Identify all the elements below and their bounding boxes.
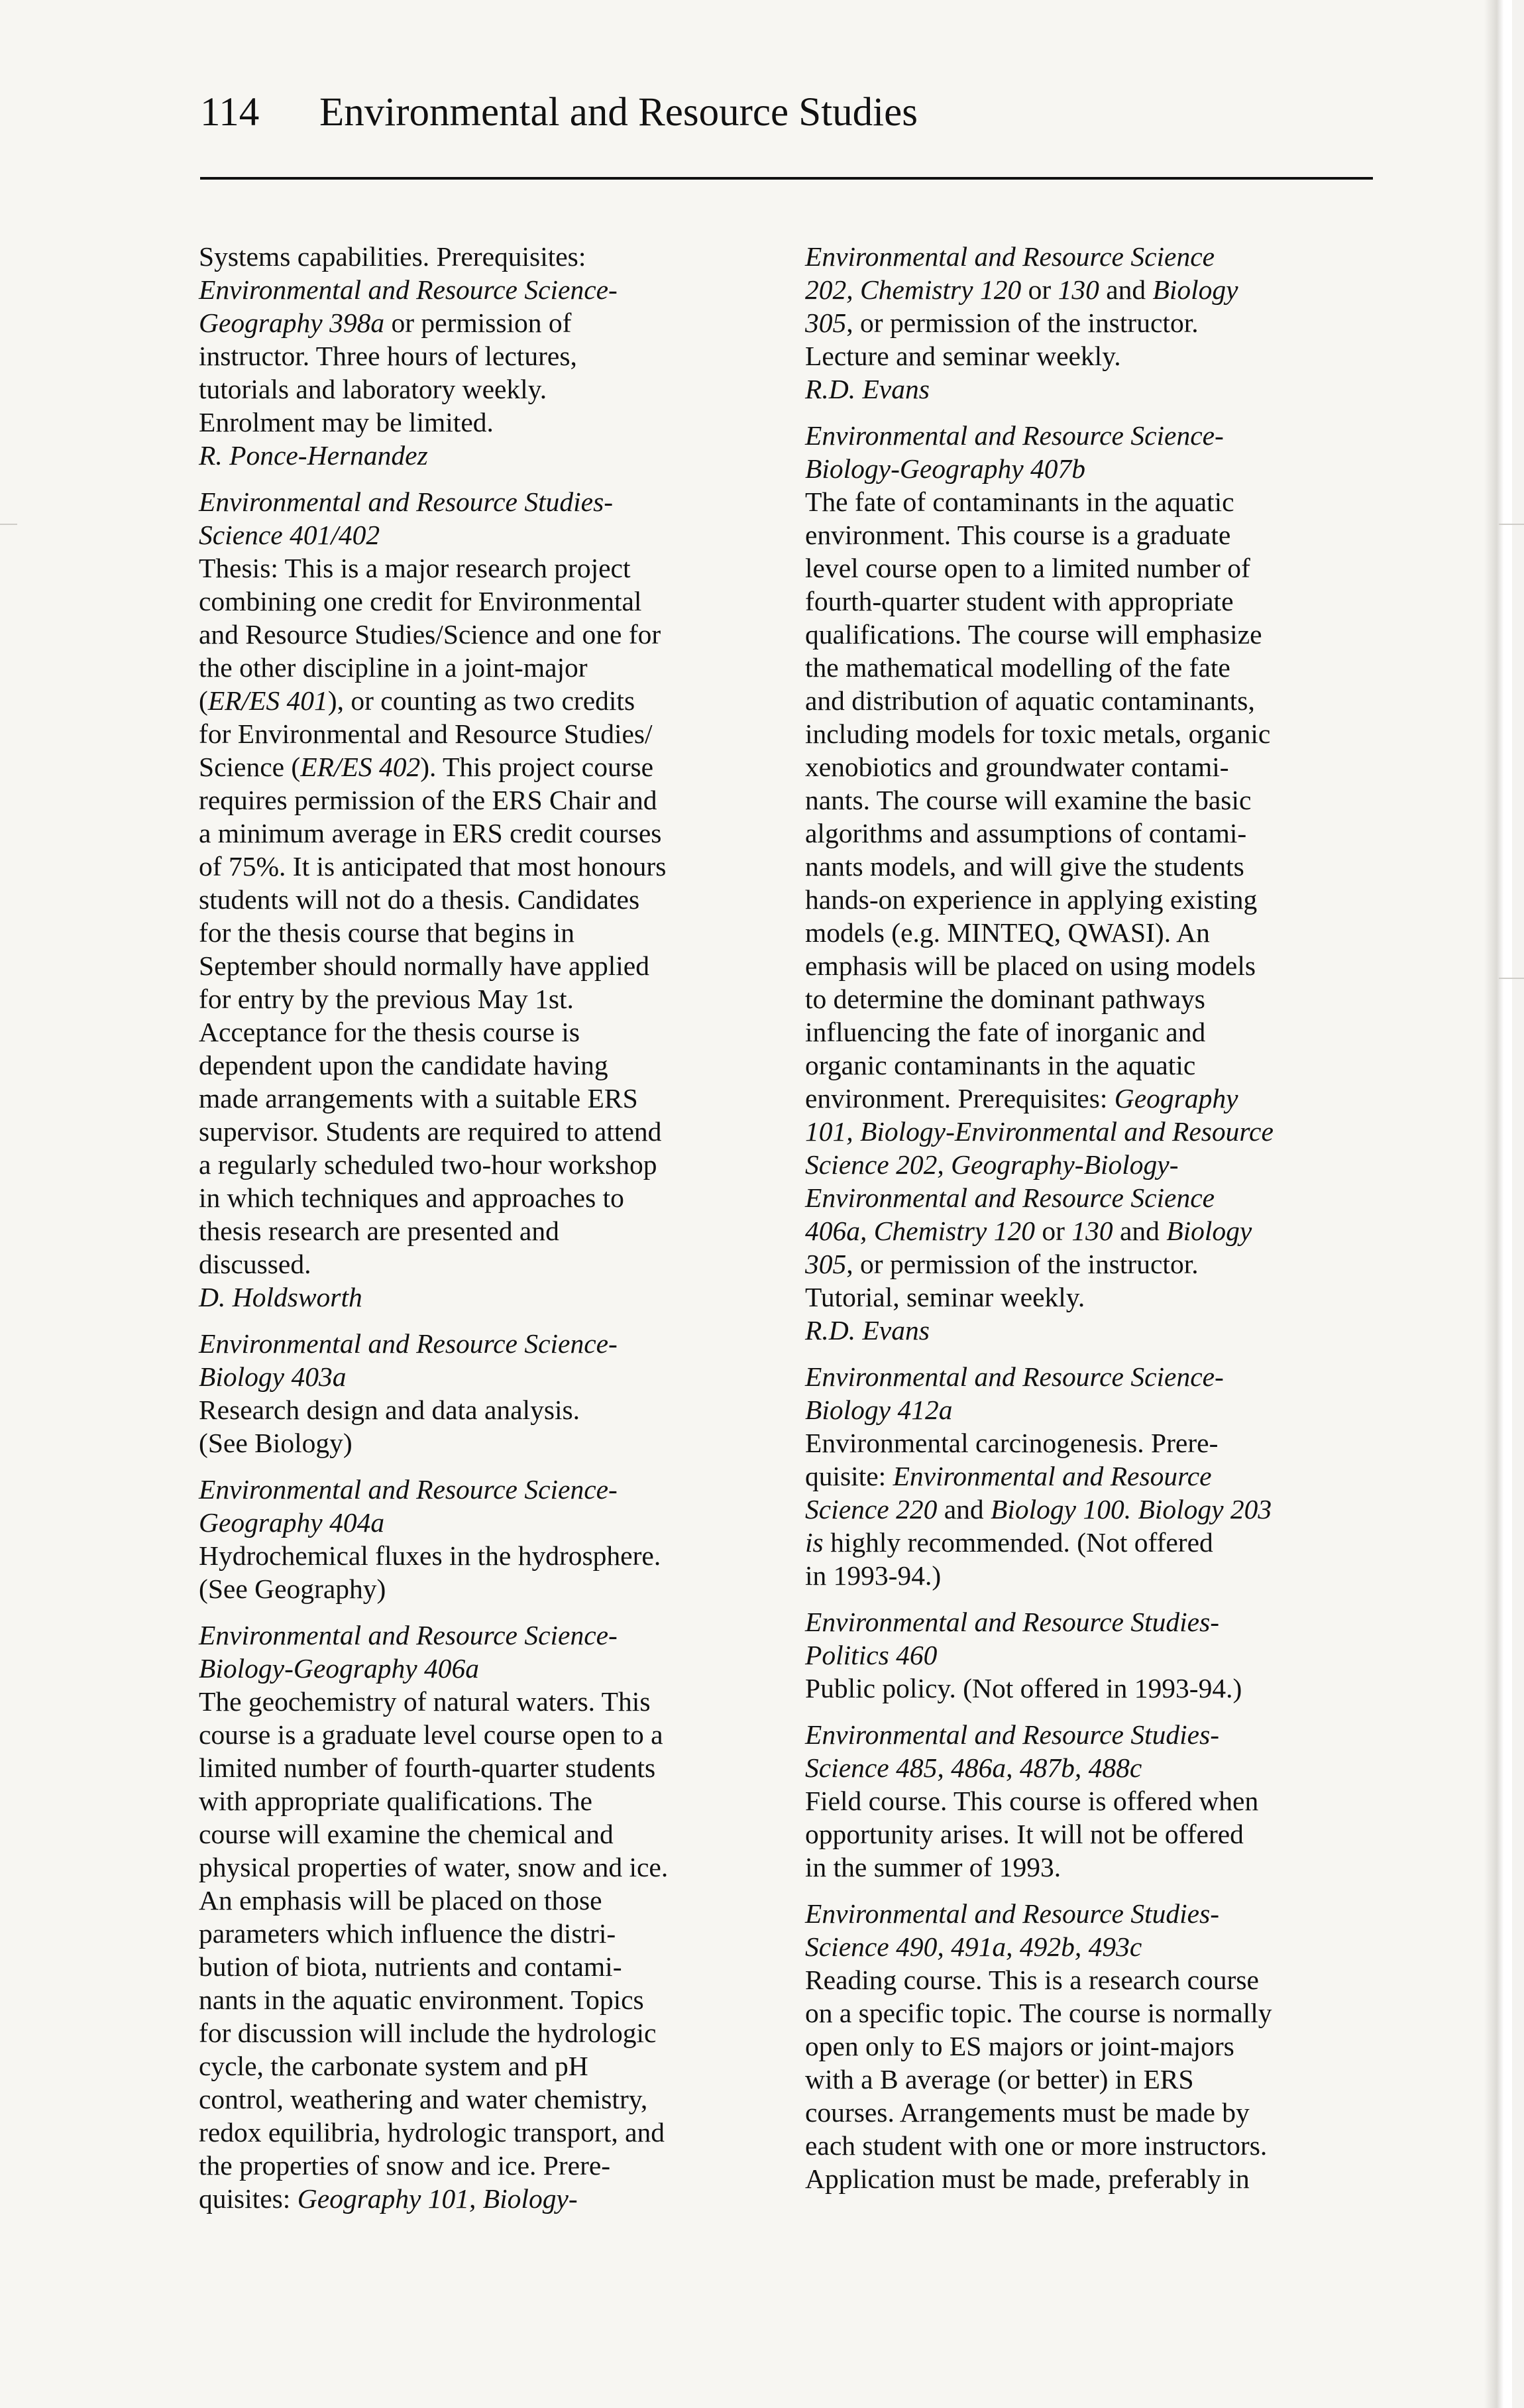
- text-line: [805, 1360, 1375, 1393]
- text-run: with appropriate qualifications. The: [199, 1786, 592, 1816]
- course-entry: [199, 1473, 769, 1605]
- text-run: the properties of snow and ice. Prere-: [199, 2150, 611, 2181]
- text-line: [805, 783, 1375, 817]
- text-line: [199, 1751, 769, 1784]
- text-line: [199, 1181, 769, 1214]
- text-line: [199, 1619, 769, 1652]
- text-run: Systems capabilities. Prerequisites:: [199, 241, 586, 272]
- text-run: or: [1021, 274, 1058, 305]
- italic-text: Biology-Geography 406a: [199, 1653, 479, 1684]
- italic-text: Environmental and Resource Studies-: [805, 1898, 1220, 1929]
- text-run: including models for toxic metals, organic: [805, 718, 1271, 749]
- course-entry: [199, 240, 769, 472]
- text-line: [199, 2116, 769, 2149]
- text-line: [199, 684, 769, 717]
- text-line: [199, 485, 769, 518]
- text-line: [805, 1605, 1375, 1638]
- text-line: [805, 419, 1375, 452]
- text-line: [805, 1247, 1375, 1281]
- italic-text: 305: [805, 1249, 847, 1279]
- text-line: [199, 1539, 769, 1572]
- text-line: [805, 373, 1375, 406]
- text-run: redox equilibria, hydrologic transport, and: [199, 2117, 665, 2148]
- text-run: organic contaminants in the aquatic: [805, 1050, 1196, 1080]
- italic-text: 130: [1071, 1216, 1113, 1246]
- text-line: [805, 1393, 1375, 1426]
- text-run: Research design and data analysis.: [199, 1395, 580, 1425]
- text-run: each student with one or more instructors.: [805, 2130, 1268, 2161]
- italic-text: Environmental and Resource Science-: [199, 1474, 618, 1505]
- text-line: [199, 2182, 769, 2215]
- text-line: [805, 1460, 1375, 1493]
- italic-text: R. Ponce-Hernandez: [199, 440, 428, 471]
- text-run: of 75%. It is anticipated that most honours: [199, 851, 667, 882]
- text-line: [199, 2016, 769, 2049]
- text-run: a regularly scheduled two-hour workshop: [199, 1149, 657, 1180]
- italic-text: 202, Chemistry 120: [805, 274, 1022, 305]
- text-run: for Environmental and Resource Studies/: [199, 718, 653, 749]
- text-line: [805, 916, 1375, 949]
- text-run: and: [1113, 1216, 1167, 1246]
- text-line: [805, 1015, 1375, 1049]
- text-run: to determine the dominant pathways: [805, 984, 1205, 1014]
- text-line: [199, 1015, 769, 1049]
- text-run: course will examine the chemical and: [199, 1819, 614, 1849]
- text-run: combining one credit for Environmental: [199, 586, 642, 616]
- text-run: ), or counting as two credits: [327, 685, 635, 716]
- text-run: discussed.: [199, 1249, 311, 1279]
- italic-text: Geography 398a: [199, 308, 385, 338]
- italic-text: 101, Biology-Environmental and Resource: [805, 1116, 1274, 1147]
- text-line: [199, 1247, 769, 1281]
- text-run: dependent upon the candidate having: [199, 1050, 608, 1080]
- text-run: ). This project course: [420, 752, 654, 782]
- italic-text: Environmental and Resource Studies-: [805, 1719, 1220, 1750]
- text-line: [199, 1572, 769, 1605]
- text-line: [805, 684, 1375, 717]
- text-line: [805, 240, 1375, 273]
- text-line: [199, 1983, 769, 2016]
- text-line: [805, 2030, 1375, 2063]
- italic-text: Environmental and Resource Science-: [199, 1620, 618, 1650]
- text-line: [805, 1851, 1375, 1884]
- text-line: [199, 717, 769, 750]
- text-run: September should normally have applied: [199, 950, 649, 981]
- crop-mark: [1499, 978, 1524, 979]
- text-line: [805, 1672, 1375, 1705]
- italic-text: Biology: [1152, 274, 1238, 305]
- text-run: xenobiotics and groundwater contami-: [805, 752, 1229, 782]
- course-entry: [199, 1327, 769, 1460]
- text-run: opportunity arises. It will not be offered: [805, 1819, 1244, 1849]
- text-line: [199, 1817, 769, 1851]
- text-line: [199, 439, 769, 472]
- text-line: [199, 240, 769, 273]
- text-line: [805, 1181, 1375, 1214]
- text-run: for entry by the previous May 1st.: [199, 984, 574, 1014]
- text-line: [805, 339, 1375, 373]
- text-line: [805, 651, 1375, 684]
- italic-text: Geography: [1114, 1083, 1238, 1114]
- italic-text: Environmental and Resource Science-: [199, 1328, 618, 1359]
- text-run: environment. This course is a graduate: [805, 520, 1231, 550]
- text-run: physical properties of water, snow and ice.: [199, 1852, 669, 1882]
- text-run: Lecture and seminar weekly.: [805, 341, 1121, 371]
- text-line: [199, 1685, 769, 1718]
- text-line: [199, 373, 769, 406]
- text-run: for the thesis course that begins in: [199, 917, 575, 948]
- italic-text: Environmental and Resource Science-: [805, 420, 1224, 451]
- text-line: [199, 273, 769, 306]
- text-run: Environmental carcinogenesis. Prere-: [805, 1428, 1219, 1458]
- italic-text: Science 401/402: [199, 520, 380, 550]
- crop-mark: [1499, 524, 1524, 525]
- text-line: [805, 1638, 1375, 1672]
- course-entry: [805, 419, 1375, 1347]
- text-run: , or permission of the instructor.: [846, 1249, 1199, 1279]
- text-run: supervisor. Students are required to attend: [199, 1116, 662, 1147]
- italic-text: Science 202, Geography-Biology-: [805, 1149, 1179, 1180]
- text-line: [199, 1506, 769, 1539]
- text-run: (: [199, 685, 208, 716]
- text-run: cycle, the carbonate system and pH: [199, 2051, 588, 2081]
- text-line: [199, 1917, 769, 1950]
- text-line: [805, 1526, 1375, 1559]
- italic-text: Biology 412a: [805, 1395, 953, 1425]
- italic-text: Environmental and Resource Science-: [805, 1361, 1224, 1392]
- italic-text: Environmental and Resource Studies-: [199, 487, 614, 517]
- text-run: quisite:: [805, 1461, 893, 1491]
- italic-text: ER/ES 402: [300, 752, 421, 782]
- text-line: [199, 949, 769, 982]
- text-run: An emphasis will be placed on those: [199, 1885, 602, 1916]
- italic-text: Science 220: [805, 1494, 938, 1524]
- italic-text: Biology 100. Biology 203: [991, 1494, 1272, 1524]
- text-run: bution of biota, nutrients and contami-: [199, 1951, 622, 1982]
- text-line: [199, 1784, 769, 1817]
- text-run: Science (: [199, 752, 301, 782]
- text-line: [199, 817, 769, 850]
- text-line: [805, 1963, 1375, 1996]
- text-run: or: [1034, 1216, 1072, 1246]
- text-line: [199, 2083, 769, 2116]
- text-line: [805, 1751, 1375, 1784]
- text-run: Public policy. (Not offered in 1993-94.): [805, 1673, 1242, 1703]
- text-line: [805, 1426, 1375, 1460]
- text-run: highly recommended. (Not offered: [823, 1527, 1213, 1558]
- text-line: [199, 1473, 769, 1506]
- text-line: [199, 339, 769, 373]
- text-run: Tutorial, seminar weekly.: [805, 1282, 1085, 1312]
- text-run: Thesis: This is a major research project: [199, 553, 631, 583]
- course-entry: [199, 485, 769, 1314]
- text-run: qualifications. The course will emphasize: [805, 619, 1262, 650]
- text-line: [199, 406, 769, 439]
- text-run: influencing the fate of inorganic and: [805, 1017, 1206, 1047]
- text-run: on a specific topic. The course is normally: [805, 1998, 1272, 2028]
- text-line: [199, 1214, 769, 1247]
- italic-text: Geography 101, Biology-: [297, 2183, 578, 2214]
- italic-text: Environmental and Resource Science: [805, 1182, 1215, 1213]
- text-line: [805, 2162, 1375, 2195]
- italic-text: Science 485, 486a, 487b, 488c: [805, 1752, 1142, 1783]
- text-run: Enrolment may be limited.: [199, 407, 494, 437]
- right-column: [805, 240, 1375, 2208]
- text-line: [199, 1718, 769, 1751]
- text-run: nants models, and will give the students: [805, 851, 1244, 882]
- text-line: [199, 1148, 769, 1181]
- italic-text: 406a, Chemistry 120: [805, 1216, 1035, 1246]
- italic-text: Science 490, 491a, 492b, 493c: [805, 1931, 1142, 1962]
- text-run: The fate of contaminants in the aquatic: [805, 487, 1234, 517]
- text-line: [805, 982, 1375, 1015]
- text-run: for discussion will include the hydrologic: [199, 2018, 657, 2048]
- text-run: (See Biology): [199, 1428, 353, 1458]
- left-column: [199, 240, 769, 2228]
- italic-text: Biology: [1166, 1216, 1252, 1246]
- text-line: [199, 1327, 769, 1360]
- text-line: [805, 1082, 1375, 1115]
- text-run: and: [1099, 274, 1153, 305]
- text-line: [805, 618, 1375, 651]
- course-entry: [805, 1718, 1375, 1884]
- text-line: [805, 1817, 1375, 1851]
- text-line: [199, 916, 769, 949]
- text-line: [805, 1214, 1375, 1247]
- text-run: nants in the aquatic environment. Topics: [199, 1984, 644, 2015]
- italic-text: 305: [805, 308, 847, 338]
- text-run: quisites:: [199, 2183, 298, 2214]
- text-run: Acceptance for the thesis course is: [199, 1017, 580, 1047]
- course-entry: [805, 240, 1375, 406]
- italic-text: Biology-Geography 407b: [805, 453, 1085, 484]
- text-line: [199, 1426, 769, 1460]
- text-line: [199, 306, 769, 339]
- text-run: or permission of: [384, 308, 572, 338]
- text-run: the mathematical modelling of the fate: [805, 652, 1230, 683]
- running-title: Environmental and Resource Studies: [319, 90, 918, 135]
- text-line: [805, 585, 1375, 618]
- text-run: level course open to a limited number of: [805, 553, 1250, 583]
- text-line: [805, 452, 1375, 485]
- text-line: [805, 551, 1375, 585]
- text-run: made arrangements with a suitable ERS: [199, 1083, 638, 1114]
- text-line: [805, 1115, 1375, 1148]
- text-line: [199, 651, 769, 684]
- italic-text: D. Holdsworth: [199, 1282, 362, 1312]
- italic-text: R.D. Evans: [805, 374, 930, 404]
- text-run: Hydrochemical fluxes in the hydrosphere.: [199, 1540, 661, 1571]
- text-line: [199, 618, 769, 651]
- text-run: requires permission of the ERS Chair and: [199, 785, 657, 815]
- text-run: control, weathering and water chemistry,: [199, 2084, 648, 2114]
- text-line: [199, 1884, 769, 1917]
- text-run: Application must be made, preferably in: [805, 2163, 1250, 2194]
- text-run: parameters which influence the distri-: [199, 1918, 616, 1949]
- italic-text: Environmental and Resource Science-: [199, 274, 618, 305]
- text-line: [805, 485, 1375, 518]
- text-line: [199, 1652, 769, 1685]
- text-run: thesis research are presented and: [199, 1216, 559, 1246]
- text-run: in 1993-94.): [805, 1560, 942, 1591]
- text-line: [805, 1784, 1375, 1817]
- text-run: nants. The course will examine the basic: [805, 785, 1252, 815]
- text-run: models (e.g. MINTEQ, QWASI). An: [805, 917, 1210, 948]
- text-line: [199, 850, 769, 883]
- text-line: [805, 717, 1375, 750]
- text-run: courses. Arrangements must be made by: [805, 2097, 1250, 2128]
- text-run: the other discipline in a joint-major: [199, 652, 588, 683]
- text-line: [805, 1148, 1375, 1181]
- italic-text: 130: [1058, 274, 1099, 305]
- text-run: hands-on experience in applying existing: [805, 884, 1258, 915]
- text-run: students will not do a thesis. Candidates: [199, 884, 640, 915]
- text-run: and: [937, 1494, 991, 1524]
- italic-text: Politics 460: [805, 1640, 938, 1670]
- text-run: instructor. Three hours of lectures,: [199, 341, 577, 371]
- text-line: [199, 518, 769, 551]
- text-run: open only to ES majors or joint-majors: [805, 2031, 1234, 2061]
- page-header: [200, 83, 1380, 143]
- text-line: [805, 1049, 1375, 1082]
- text-line: [805, 2063, 1375, 2096]
- text-line: [199, 1851, 769, 1884]
- text-line: [199, 551, 769, 585]
- page-number: 114: [200, 90, 260, 135]
- text-line: [199, 783, 769, 817]
- text-line: [805, 273, 1375, 306]
- text-run: emphasis will be placed on using models: [805, 950, 1256, 981]
- text-run: Reading course. This is a research course: [805, 1965, 1259, 1995]
- text-line: [805, 1996, 1375, 2030]
- text-run: with a B average (or better) in ERS: [805, 2064, 1194, 2094]
- text-run: course is a graduate level course open to a: [199, 1719, 663, 1750]
- text-line: [199, 2049, 769, 2083]
- text-line: [199, 1281, 769, 1314]
- text-run: Field course. This course is offered when: [805, 1786, 1259, 1816]
- course-entry: [199, 1619, 769, 2215]
- text-run: in the summer of 1993.: [805, 1852, 1061, 1882]
- text-run: (See Geography): [199, 1574, 386, 1604]
- text-run: in which techniques and approaches to: [199, 1182, 624, 1213]
- text-line: [199, 1393, 769, 1426]
- text-run: The geochemistry of natural waters. This: [199, 1686, 651, 1717]
- text-line: [805, 1897, 1375, 1930]
- text-run: fourth-quarter student with appropriate: [805, 586, 1234, 616]
- text-run: and Resource Studies/Science and one for: [199, 619, 661, 650]
- text-line: [199, 1049, 769, 1082]
- text-line: [199, 1360, 769, 1393]
- text-run: and distribution of aquatic contaminants,: [805, 685, 1255, 716]
- text-line: [805, 1930, 1375, 1963]
- text-line: [199, 1950, 769, 1983]
- text-line: [805, 1493, 1375, 1526]
- text-line: [805, 306, 1375, 339]
- text-line: [805, 850, 1375, 883]
- text-line: [805, 1559, 1375, 1592]
- italic-text: is: [805, 1527, 824, 1558]
- text-line: [199, 1082, 769, 1115]
- text-line: [805, 883, 1375, 916]
- text-run: algorithms and assumptions of contami-: [805, 818, 1247, 848]
- course-entry: [805, 1360, 1375, 1592]
- text-line: [805, 949, 1375, 982]
- text-run: environment. Prerequisites:: [805, 1083, 1115, 1114]
- italic-text: Environmental and Resource: [893, 1461, 1212, 1491]
- italic-text: Geography 404a: [199, 1507, 385, 1538]
- text-line: [199, 585, 769, 618]
- text-run: limited number of fourth-quarter students: [199, 1752, 656, 1783]
- italic-text: R.D. Evans: [805, 1315, 930, 1346]
- text-line: [805, 750, 1375, 783]
- text-line: [805, 817, 1375, 850]
- text-line: [805, 1314, 1375, 1347]
- italic-text: Biology 403a: [199, 1361, 347, 1392]
- text-line: [805, 1718, 1375, 1751]
- course-entry: [805, 1605, 1375, 1705]
- header-rule: [200, 177, 1373, 180]
- crop-mark: [0, 524, 17, 525]
- text-line: [805, 2129, 1375, 2162]
- text-run: a minimum average in ERS credit courses: [199, 818, 662, 848]
- text-line: [199, 982, 769, 1015]
- text-line: [805, 1281, 1375, 1314]
- text-line: [199, 883, 769, 916]
- text-line: [805, 518, 1375, 551]
- italic-text: ER/ES 401: [207, 685, 328, 716]
- italic-text: Environmental and Resource Science: [805, 241, 1215, 272]
- text-line: [199, 750, 769, 783]
- page-edge: [1484, 0, 1512, 2408]
- italic-text: Environmental and Resource Studies-: [805, 1607, 1220, 1637]
- text-run: tutorials and laboratory weekly.: [199, 374, 547, 404]
- text-line: [199, 1115, 769, 1148]
- text-line: [199, 2149, 769, 2182]
- course-entry: [805, 1897, 1375, 2195]
- text-line: [805, 2096, 1375, 2129]
- text-run: , or permission of the instructor.: [846, 308, 1199, 338]
